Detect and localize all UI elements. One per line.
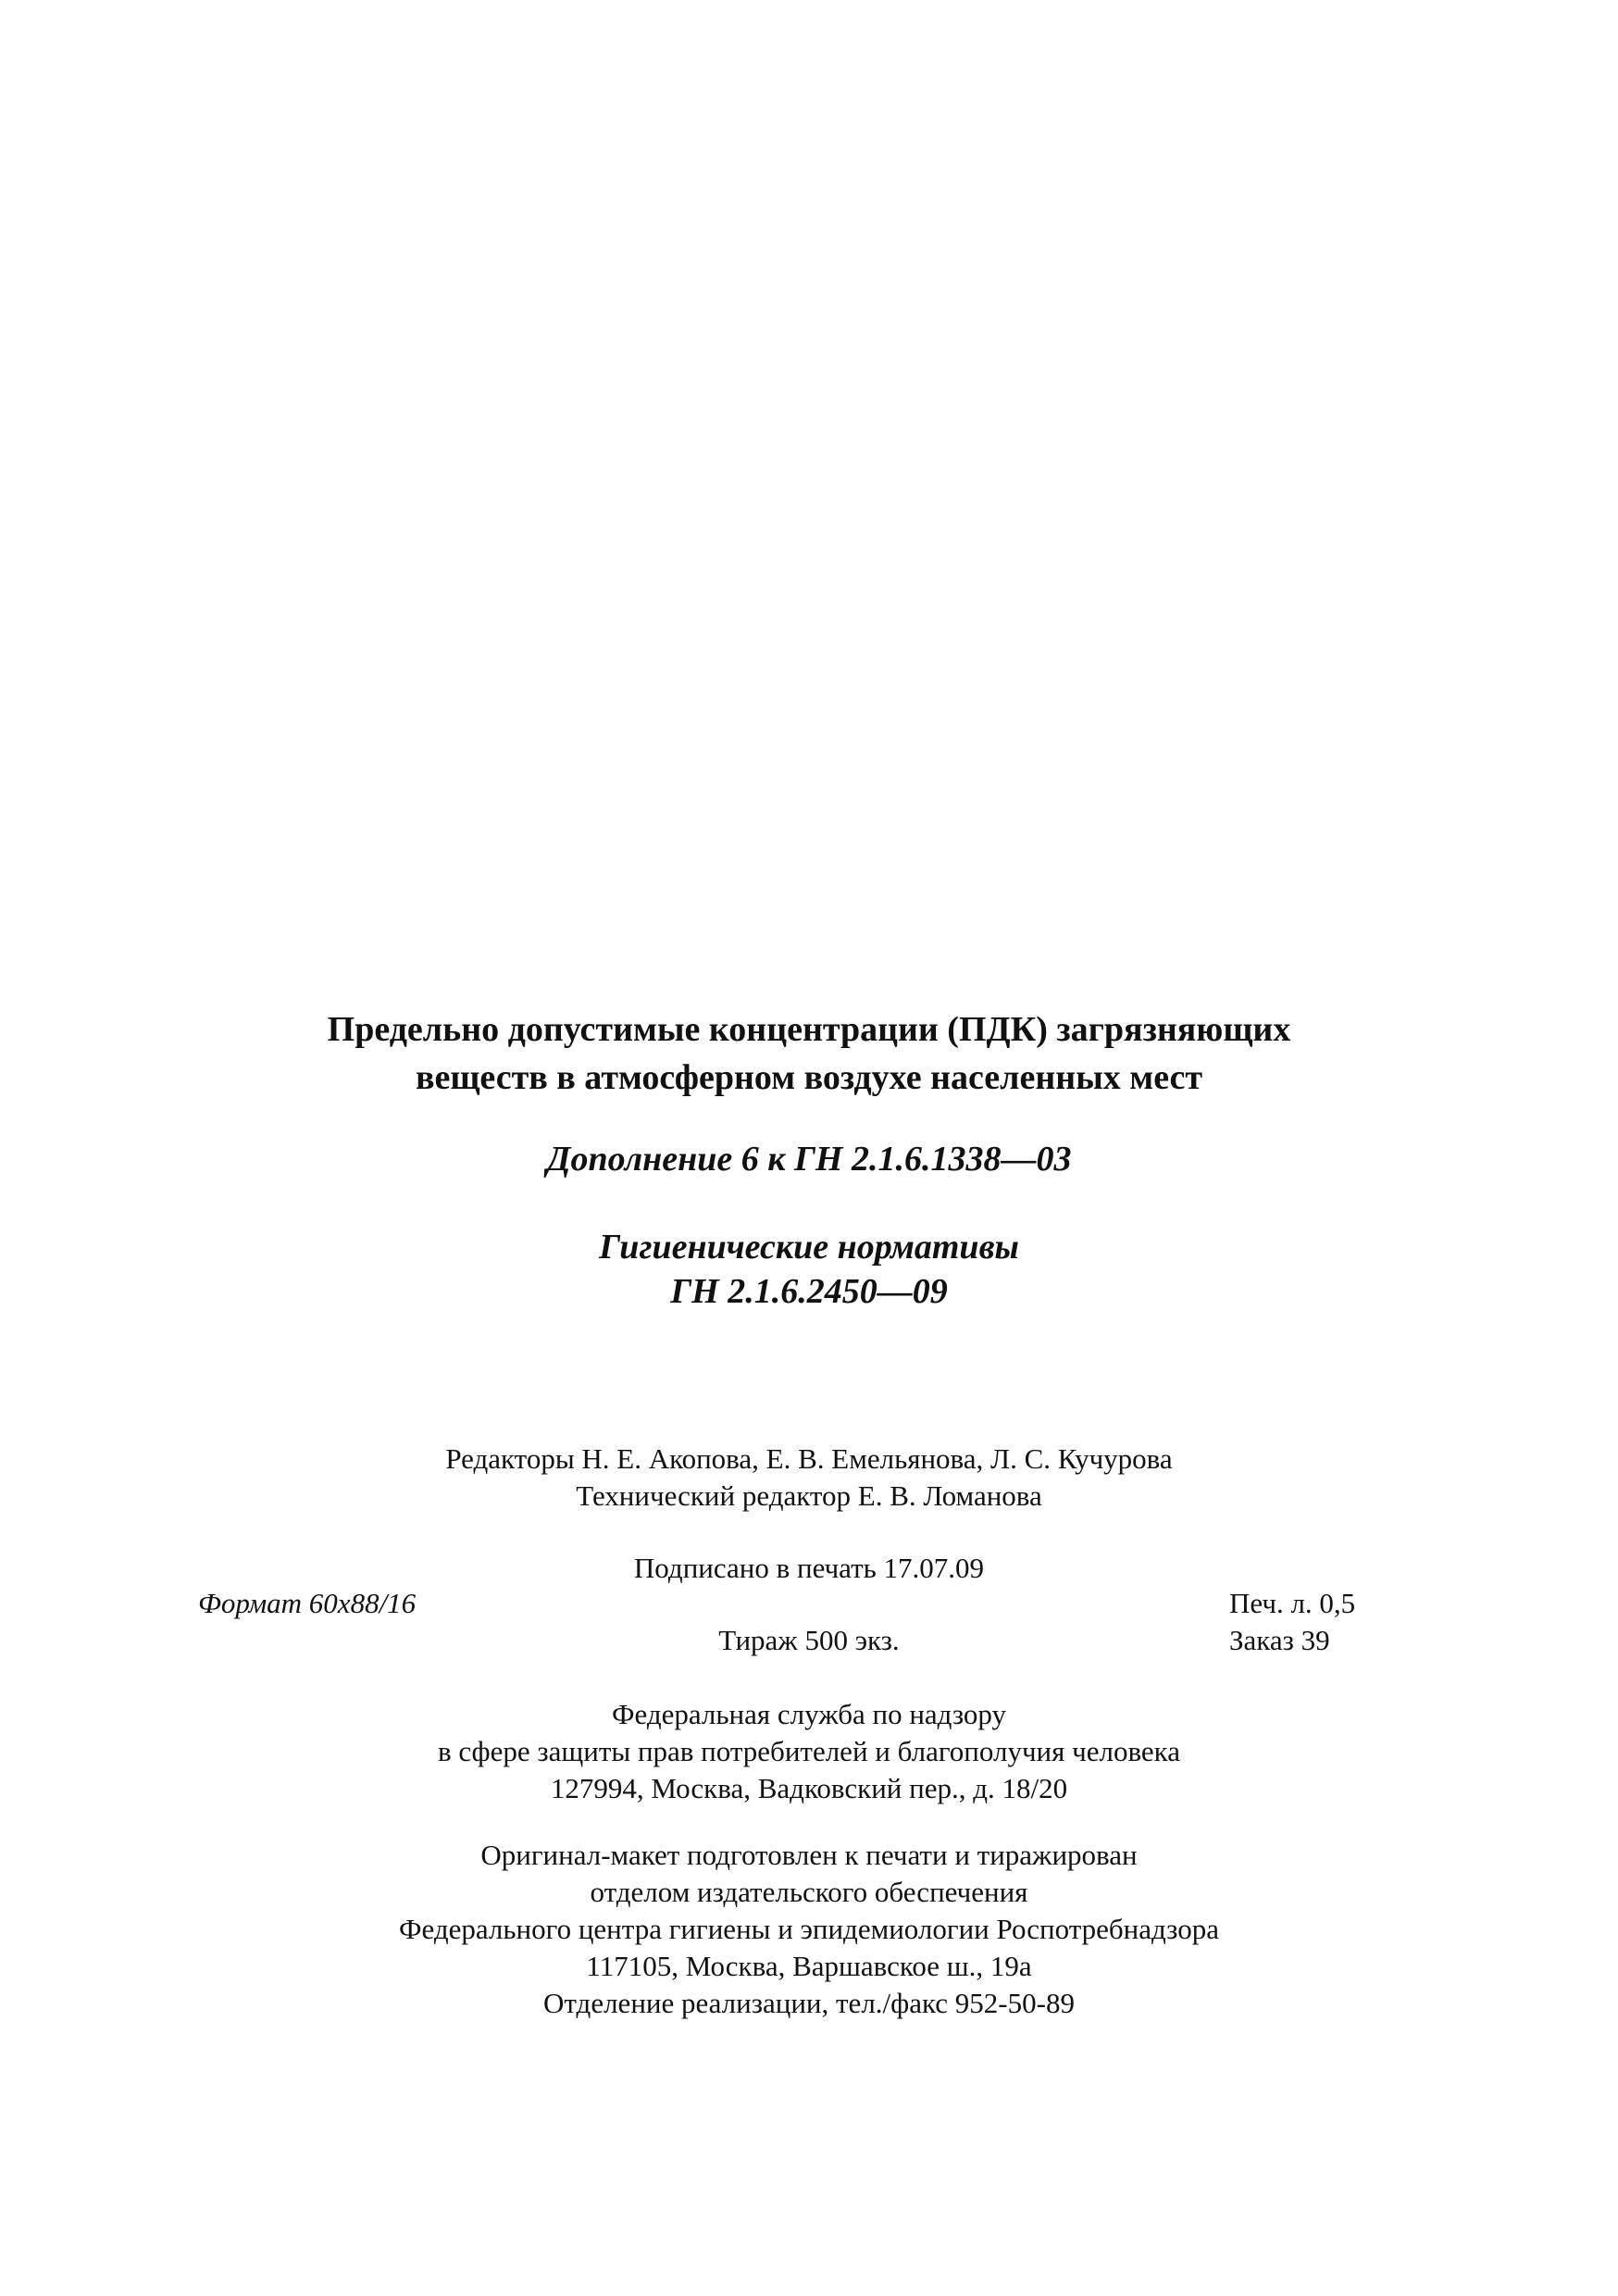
layout-info-line-1: Оригинал-макет подготовлен к печати и тиражирован (480, 1839, 1138, 1871)
editors-line: Редакторы Н. Е. Акопова, Е. В. Емельянова, Л. С. Кучурова (445, 1442, 1173, 1475)
supplement-heading: Дополнение 6 к ГН 2.1.6.1338—03 (546, 1140, 1072, 1179)
paper-format: Формат 60х88/16 (198, 1587, 417, 1619)
layout-info-address: 117105, Москва, Варшавское ш., 19а (586, 1950, 1032, 1982)
norms-heading: Гигиенические нормативы (599, 1228, 1019, 1267)
document-title-line-2: веществ в атмосферном воздухе населенных мест (415, 1058, 1203, 1097)
sales-department-contact: Отделение реализации, тел./факс 952-50-89 (543, 1987, 1075, 2019)
printed-sheets: Печ. л. 0,5 (1229, 1587, 1356, 1619)
agency-address: 127994, Москва, Вадковский пер., д. 18/20 (550, 1772, 1068, 1804)
document-title-line-1: Предельно допустимые концентрации (ПДК) загрязняющих (327, 1010, 1291, 1049)
signed-to-print: Подписано в печать 17.07.09 (633, 1552, 985, 1584)
print-run: Тираж 500 экз. (718, 1624, 900, 1656)
layout-info-line-3: Федерального центра гигиены и эпидемиологии Роспотребнадзора (399, 1913, 1219, 1945)
agency-line-2: в сфере защиты прав потребителей и благополучия человека (437, 1735, 1181, 1767)
layout-info-line-2: отделом издательского обеспечения (590, 1876, 1028, 1908)
agency-line-1: Федеральная служба по надзору (612, 1698, 1006, 1730)
order-number: Заказ 39 (1229, 1624, 1330, 1656)
tech-editor-line: Технический редактор Е. В. Ломанова (576, 1479, 1042, 1512)
norms-code: ГН 2.1.6.2450—09 (670, 1272, 948, 1311)
